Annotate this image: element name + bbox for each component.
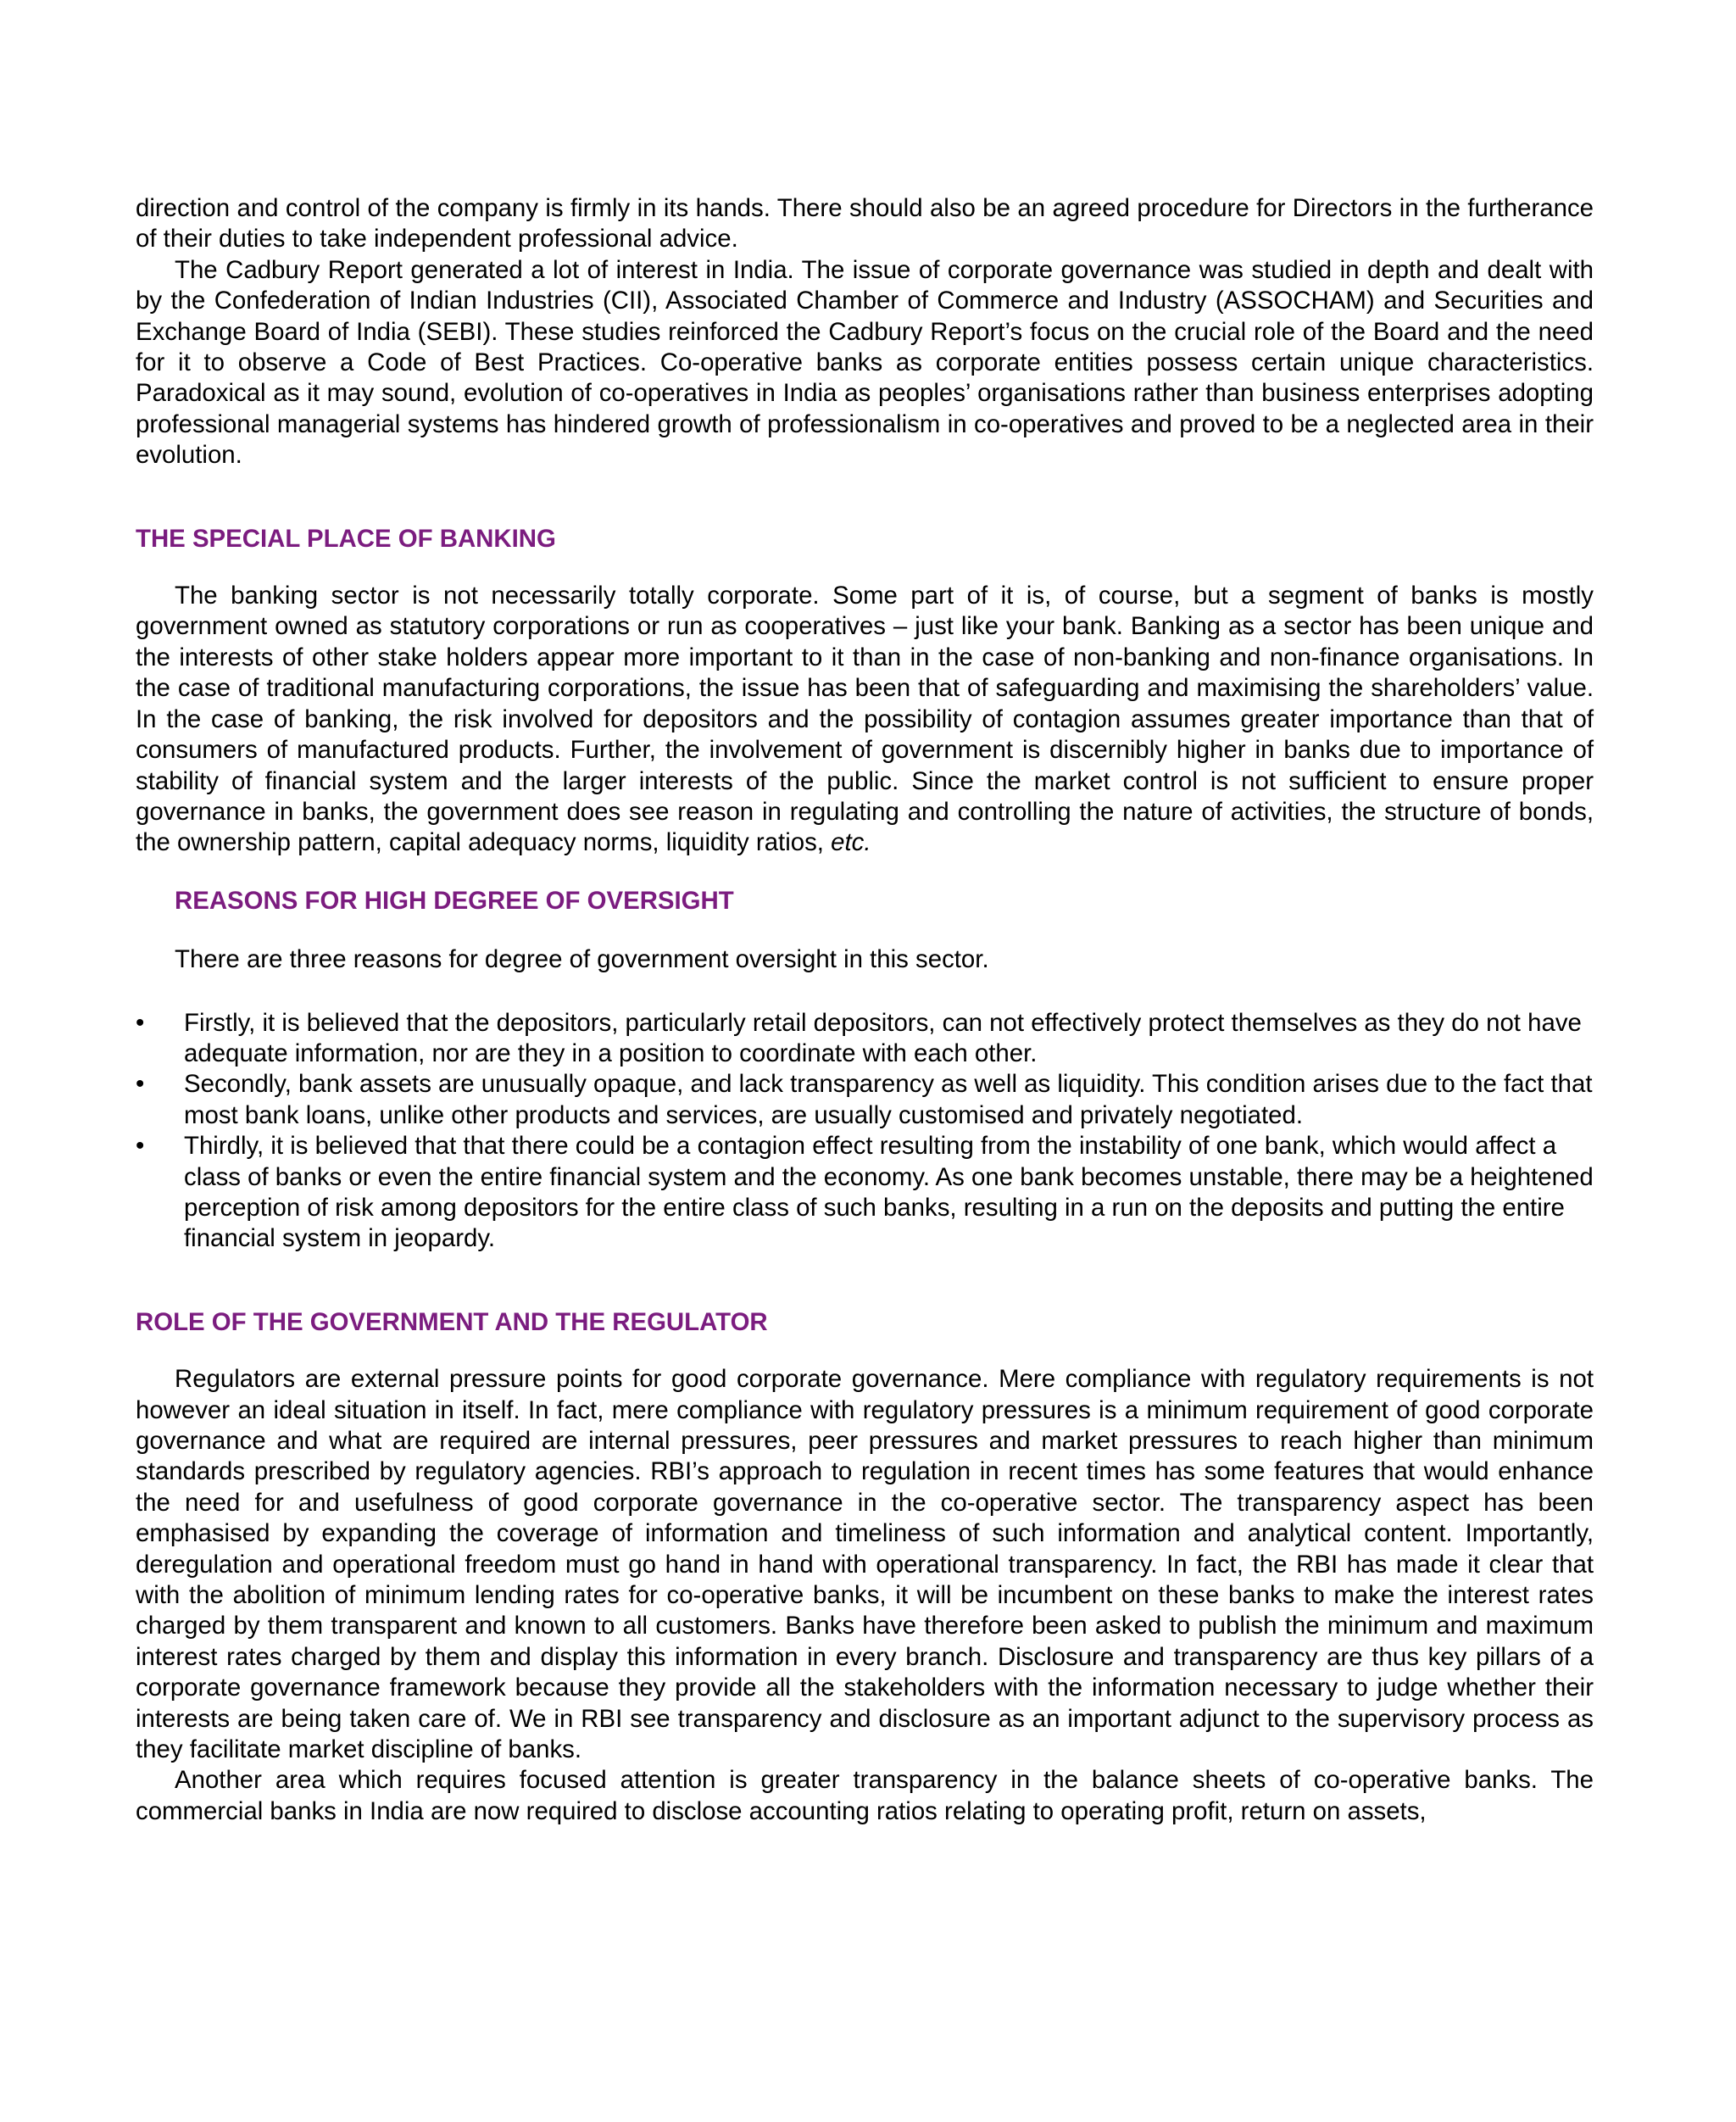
list-item-text: Secondly, bank assets are unusually opaque, and lack transparency as well as liquidity. This condition arises due to the fact that most bank loans, unlike other products and services, are usually customised and privately negotiated. bbox=[184, 1070, 1593, 1129]
oversight-intro: There are three reasons for degree of government oversight in this sector. bbox=[175, 945, 989, 974]
banking-paragraph-etc: etc. bbox=[831, 828, 871, 857]
banking-paragraph-body: The banking sector is not necessarily totally corporate. Some part of it is, of course, but a segment of banks is mostly government owned as statutory corporations or run as cooperatives – just like your bank. Banking as a sector has been unique and the interests of other stake holders appear more important to it than in the case of non-banking and non-finance organisations. In the case of traditional manufacturing corporations, the issue has been that of safeguarding and maximising the shareholders’ value. In the case of banking, the risk involved for depositors and the possibility of contagion assumes greater importance than that of consumers of manufactured products. Further, the involvement of government is discernibly higher in banks due to importance of stability of financial system and the larger interests of the public. Since the market control is not sufficient to ensure proper governance in banks, the government does see reason in regulating and controlling the nature of activities, the structure of bonds, the ownership pattern, capital adequacy norms, liquidity ratios, bbox=[136, 582, 1594, 857]
bullet-icon: • bbox=[136, 1008, 145, 1037]
cadbury-report-paragraph: The Cadbury Report generated a lot of interest in India. The issue of corporate governance was studied in depth and dealt with by the Confederation of Indian Industries (CII), Associated Chamber of Commerce and Industry (ASSOCHAM) and Securities and Exchange Board of India (SEBI). These studies reinforced the Cadbury Report’s focus on the crucial role of the Board and the need for it to observe a Code of Best Practices. Co-operative banks as corporate entities possess certain unique characteristics. Paradoxical as it may sound, evolution of co-operatives in India as peoples’ organisations rather than business enterprises adopting professional managerial systems has hindered growth of professionalism in co-operatives and proved to be a neglected area in their evolution. bbox=[136, 255, 1594, 470]
balance-sheet-paragraph: Another area which requires focused attention is greater transparency in the balance sheets of co-operative banks. The commercial banks in India are now required to disclose accounting ratios relating to operating profit, return on assets, bbox=[136, 1766, 1594, 1825]
list-item-text: Firstly, it is believed that the depositors, particularly retail depositors, can not effectively protect themselves as they do not have adequate information, nor are they in a position to coordinate with each other. bbox=[184, 1008, 1582, 1067]
regulator-paragraph: Regulators are external pressure points for good corporate governance. Mere compliance with regulatory requirements is not however an ideal situation in itself. In fact, mere compliance with regulatory pressures is a minimum requirement of good corporate governance and what are required are internal pressures, peer pressures and market pressures to reach higher than minimum standards prescribed by regulatory agencies. RBI’s approach to regulation in recent times has some features that would enhance the need for and usefulness of good corporate governance in the co-operative sector. The transparency aspect has been emphasised by expanding the coverage of information and timeliness of such information and analytical content. Importantly, deregulation and operational freedom must go hand in hand with operational transparency. In fact, the RBI has made it clear that with the abolition of minimum lending rates for co-operative banks, it will be incumbent on these banks to make the interest rates charged by them transparent and known to all customers. Banks have therefore been asked to publish the minimum and maximum interest rates charged by them and display this information in every branch. Disclosure and transparency are thus key pillars of a corporate governance framework because they provide all the stakeholders with the information necessary to judge whether their interests are being taken care of. We in RBI see transparency and disclosure as an important adjunct to the supervisory process as they facilitate market discipline of banks. bbox=[136, 1365, 1594, 1764]
bullet-icon: • bbox=[136, 1132, 145, 1161]
list-item bbox=[136, 1131, 1594, 1255]
banking-paragraph bbox=[136, 581, 1594, 859]
subsection-heading-oversight: REASONS FOR HIGH DEGREE OF OVERSIGHT bbox=[175, 886, 734, 915]
oversight-reasons-list bbox=[136, 1008, 1594, 1255]
list-item bbox=[136, 1008, 1594, 1070]
bullet-icon: • bbox=[136, 1070, 145, 1099]
list-item bbox=[136, 1069, 1594, 1131]
section-heading-banking: THE SPECIAL PLACE OF BANKING bbox=[136, 524, 556, 553]
document-page bbox=[136, 193, 1594, 1827]
intro-paragraph-continued: direction and control of the company is firmly in its hands. There should also be an agreed procedure for Directors in the furtherance of their duties to take independent professional advice. bbox=[136, 194, 1594, 253]
section-heading-regulator: ROLE OF THE GOVERNMENT AND THE REGULATOR bbox=[136, 1307, 768, 1336]
list-item-text: Thirdly, it is believed that that there could be a contagion effect resulting from the instability of one bank, which would affect a class of banks or even the entire financial system and the economy. As one bank becomes unstable, there may be a heightened perception of risk among depositors for the entire class of such banks, resulting in a run on the deposits and putting the entire financial system in jeopardy. bbox=[184, 1132, 1594, 1253]
